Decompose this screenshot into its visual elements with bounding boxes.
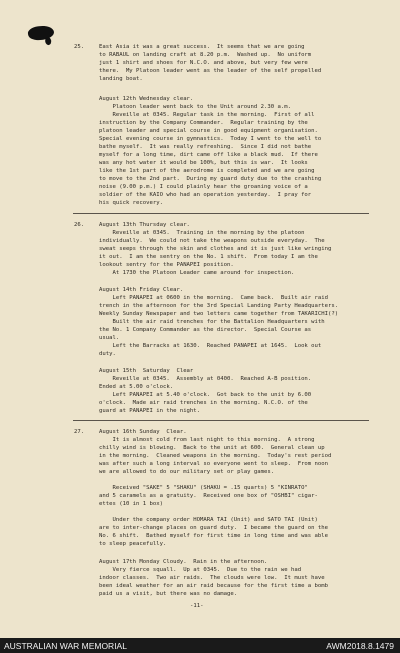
text-line: Reveille at 0345. Training in the morning by the platoon <box>99 230 305 236</box>
text-line: and 5 caramels as a gratuity. Received one box of "OSHBI" cigar- <box>99 493 318 499</box>
text-line: Under the company order HOMARA TAI (Unit) and SATO TAI (Unit) <box>99 517 318 523</box>
text-line: instruction by the Company Commander. Regular training by the <box>99 120 308 126</box>
text-line: been ideal weather for an air raid because for the first time a bomb <box>99 583 329 589</box>
text-line: indoor classes. Two air raids. The clouds were low. It must have <box>99 575 325 581</box>
text-line: ettes (10 in 1 box) <box>99 501 163 507</box>
entry-heading: August 14th Friday Clear. <box>99 287 184 293</box>
text-line: At 1730 the Platoon Leader came around for inspection. <box>99 270 295 276</box>
text-line: to move to the 2nd part. During my guard duty due to the crashing <box>99 176 322 182</box>
text-line: sweat seeps through the skin and clothes and it is just like wringing <box>99 246 332 252</box>
text-line: No. 6 shift. Bathed myself for first time in long time and was able <box>99 533 329 539</box>
text-line: to sleep peacefully. <box>99 541 167 547</box>
text-line: the No. 1 Company Commander as the director. Special Course as <box>99 327 312 333</box>
text-line: Built the air raid trenches for the Battalion Headquarters with <box>99 319 325 325</box>
section-27 <box>0 429 400 597</box>
text-line: soldier of the KAIO who had an operation yesterday. I pray for <box>99 192 312 198</box>
text-line: trench in the afternoon for the 3rd Special Landing Party Headquarters. <box>99 303 339 309</box>
text-line: Received "SAKE" 5 "SHAKU" (SHAKU = .15 quarts) 5 "KINRATO" <box>99 485 308 491</box>
text-line: Left PANAPEI at 5.40 o'clock. Got back to the unit by 6.00 <box>99 392 312 398</box>
text-line: bathe myself. It was really refreshing. Since I did not bathe <box>99 144 312 150</box>
entry-heading: August 12th Wednesday clear. <box>99 96 194 102</box>
text-line: his quick recovery. <box>99 200 163 206</box>
text-line: myself for a long time, dirt came off like a black mud. If there <box>99 152 318 158</box>
section-divider <box>73 420 369 421</box>
entry-heading: August 16th Sunday Clear. <box>99 429 187 435</box>
text-line: noise (9.00 p.m.) I could plainly hear the groaning voice of a <box>99 184 308 190</box>
text-line: chilly wind is blowing. Back to the unit at 600. General clean up <box>99 445 325 451</box>
text-line: was any hot water it would be 100%, but this is war. It looks <box>99 160 308 166</box>
text-line: Left the Barracks at 1630. Reached PANAPEI at 1645. Look out <box>99 343 322 349</box>
text-line: It is almost cold from last night to this morning. A strong <box>99 437 315 443</box>
archive-name: AUSTRALIAN WAR MEMORIAL <box>4 641 127 651</box>
text-line: there. My Platoon leader went as the leader of the self propelled <box>99 68 322 74</box>
text-line: Weekly Sunday Newspaper and two letters came together from TAKARICHI(?) <box>99 311 339 317</box>
text-line: it out. I am the sentry on the No. 1 shift. From today I am the <box>99 254 318 260</box>
section-number: 27. <box>74 429 85 435</box>
text-line: in the morning. Cleaned weapons in the morning. Today's rest period <box>99 453 332 459</box>
text-line: individually. We could not take the weapons outside everyday. The <box>99 238 325 244</box>
section-26 <box>0 222 400 414</box>
text-line: Reveille at 0345. Regular task in the morning. First of all <box>99 112 315 118</box>
text-line: paid us a visit, but there was no damage. <box>99 591 238 597</box>
text-line: lookout sentry for the PANAPEI position. <box>99 262 234 268</box>
text-line: guard at PANAPEI in the night. <box>99 408 201 414</box>
text-line: was after such a long interval so everyone went to sleep. From noon <box>99 461 329 467</box>
section-divider <box>73 213 369 214</box>
archive-footer-bar <box>0 638 400 653</box>
section-number: 25. <box>74 44 85 50</box>
text-line: platoon leader and special course in good equipment organisation. <box>99 128 318 134</box>
entry-heading: August 13th Thursday clear. <box>99 222 190 228</box>
text-line: Ended at 5.00 o'clock. <box>99 384 174 390</box>
text-line: Left PANAPEI at 0600 in the morning. Came back. Built air raid <box>99 295 329 301</box>
text-line: Platoon leader went back to the Unit around 2.30 a.m. <box>99 104 291 110</box>
text-line: East Asia it was a great success. It seems that we are going <box>99 44 305 50</box>
text-line: Very fierce squall. Up at 0345. Due to the rain we had <box>99 567 302 573</box>
text-line: duty. <box>99 351 116 357</box>
text-line: usual. <box>99 335 120 341</box>
text-line: just 1 shirt and shoes for N.C.O. and above, but very few were <box>99 60 308 66</box>
archive-reference: AWM2018.8.1479 <box>326 641 394 651</box>
section-25 <box>0 44 400 205</box>
text-line: Reveille at 0345. Assembly at 0400. Reached A-B position. <box>99 376 312 382</box>
text-line: landing boat. <box>99 76 143 82</box>
entry-heading: August 15th Saturday Clear <box>99 368 194 374</box>
page-number: -11- <box>190 603 204 609</box>
text-line: o'clock. Made air raid trenches in the morning. N.C.O. of the <box>99 400 308 406</box>
text-line: Special evening course in gymnastics. Today I went to the well to <box>99 136 322 142</box>
text-line: we are allowed to do our military set or play games. <box>99 469 275 475</box>
section-number: 26. <box>74 222 85 228</box>
text-line: to RABAUL on landing craft at 8.20 p.m. Washed up. No uniform <box>99 52 312 58</box>
text-line: like the 1st part of the aerodrome is completed and we are going <box>99 168 315 174</box>
entry-heading: August 17th Monday Cloudy. Rain in the afternoon. <box>99 559 268 565</box>
text-line: are to inter-change places on guard duty. I became the guard on the <box>99 525 329 531</box>
